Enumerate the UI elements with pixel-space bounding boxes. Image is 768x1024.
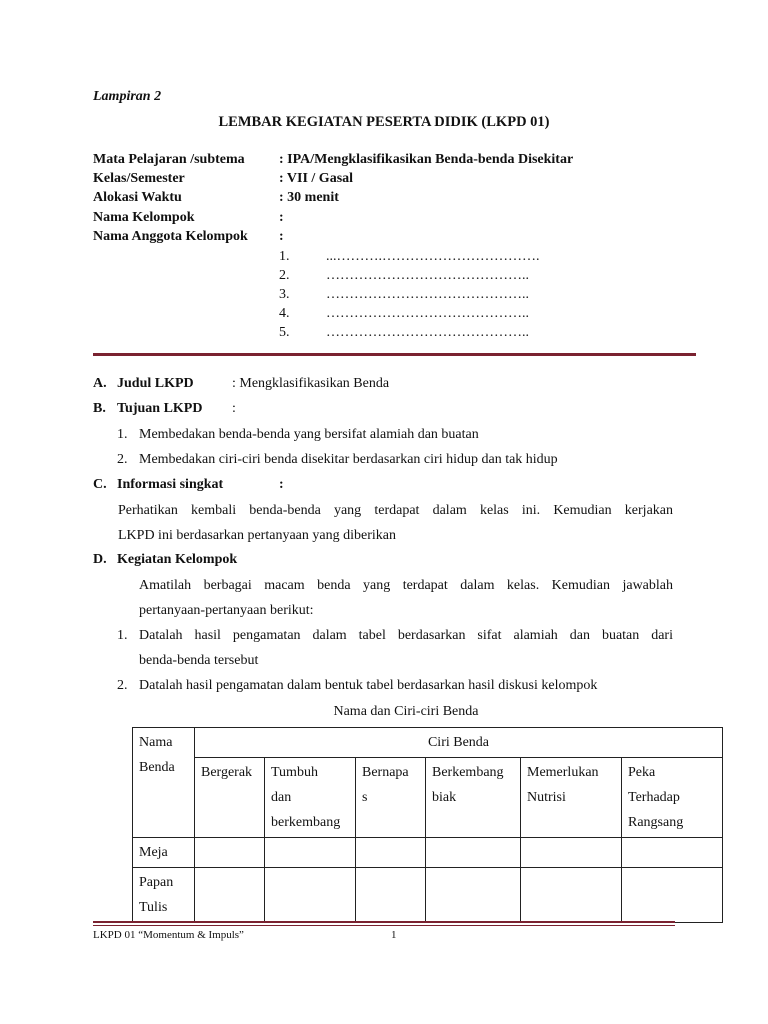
activity-intro-line: pertanyaan-pertanyaan berikut:: [139, 603, 314, 618]
appendix-label: Lampiran 2: [93, 89, 162, 104]
info-value-class: : VII / Gasal: [279, 171, 354, 186]
goal-number: 1.: [117, 427, 128, 442]
section-d-label: Kegiatan Kelompok: [117, 552, 238, 567]
section-c-label: Informasi singkat: [117, 477, 224, 492]
header-bernapas: Bernapa s: [356, 758, 426, 838]
section-b-letter: B.: [93, 401, 106, 416]
section-b-value: :: [232, 401, 236, 416]
member-number: 1.: [279, 249, 290, 264]
activity-intro: [139, 573, 673, 623]
section-a-value: : Mengklasifikasikan Benda: [232, 376, 390, 391]
traits-table: [132, 727, 723, 923]
table-row: [133, 838, 723, 868]
info-label-group: Nama Kelompok: [93, 210, 195, 225]
info-label-class: Kelas/Semester: [93, 171, 185, 186]
member-number: 5.: [279, 325, 290, 340]
info-value-group: :: [279, 210, 284, 225]
section-a-label: Judul LKPD: [117, 376, 194, 391]
activity-intro-line: Amatilah berbagai macam benda yang terdapat dalam kelas. Kemudian jawablah: [139, 578, 673, 593]
section-a-letter: A.: [93, 376, 107, 391]
header-ciri-benda: Ciri Benda: [195, 728, 723, 758]
info-label-subject: Mata Pelajaran /subtema: [93, 152, 245, 167]
header-berkembang-biak: Berkembang biak: [426, 758, 521, 838]
activity-item-line: Datalah hasil pengamatan dalam bentuk tabel berdasarkan hasil diskusi kelompok: [139, 678, 598, 693]
footer-divider: [93, 921, 675, 923]
member-blank: ……………………………………..: [326, 325, 529, 340]
footer-text: LKPD 01 “Momentum & Impuls”: [93, 929, 244, 941]
header-benda: Benda: [139, 760, 175, 775]
row-label: Papan Tulis: [133, 868, 195, 923]
info-value-subject: : IPA/Mengklasifikasikan Benda-benda Disekitar: [279, 152, 574, 167]
activity-number: 2.: [117, 678, 128, 693]
member-blank: ……………………………………..: [326, 268, 529, 283]
member-number: 3.: [279, 287, 290, 302]
member-number: 2.: [279, 268, 290, 283]
activity-item-line: Datalah hasil pengamatan dalam tabel berdasarkan sifat alamiah dan buatan dari: [139, 628, 673, 643]
section-c-letter: C.: [93, 477, 107, 492]
goal-text: Membedakan ciri-ciri benda disekitar berdasarkan ciri hidup dan tak hidup: [139, 452, 558, 467]
info-value-time: : 30 menit: [279, 190, 339, 205]
header-peka: Peka Terhadap Rangsang: [622, 758, 723, 838]
info-label-time: Alokasi Waktu: [93, 190, 182, 205]
member-blank: ……………………………………..: [326, 287, 529, 302]
member-blank: ...……….…………………………….: [326, 249, 540, 264]
row-label: Meja: [133, 838, 195, 868]
section-b-label: Tujuan LKPD: [117, 401, 203, 416]
info-label-members: Nama Anggota Kelompok: [93, 229, 248, 244]
header-nutrisi: Memerlukan Nutrisi: [521, 758, 622, 838]
member-blank: ……………………………………..: [326, 306, 529, 321]
activity-number: 1.: [117, 628, 128, 643]
activity-item: [139, 623, 673, 673]
info-value-members: :: [279, 229, 284, 244]
info-paragraph-line: LKPD ini berdasarkan pertanyaan yang diberikan: [118, 528, 396, 543]
table-caption: Nama dan Ciri-ciri Benda: [333, 704, 479, 719]
info-paragraph: [118, 498, 673, 548]
section-d-letter: D.: [93, 552, 107, 567]
activity-item-line: benda-benda tersebut: [139, 653, 259, 668]
goal-number: 2.: [117, 452, 128, 467]
footer-divider-thin: [93, 925, 675, 926]
member-number: 4.: [279, 306, 290, 321]
page-number: 1: [391, 929, 397, 941]
section-c-value: :: [279, 477, 284, 492]
header-divider: [93, 353, 696, 356]
goal-text: Membedakan benda-benda yang bersifat alamiah dan buatan: [139, 427, 479, 442]
header-tumbuh: Tumbuh dan berkembang: [265, 758, 356, 838]
header-bergerak: Bergerak: [195, 758, 265, 838]
page-title: LEMBAR KEGIATAN PESERTA DIDIK (LKPD 01): [218, 114, 550, 130]
info-paragraph-line: Perhatikan kembali benda-benda yang terdapat dalam kelas ini. Kemudian kerjakan: [118, 503, 673, 518]
table-row: [133, 868, 723, 923]
header-nama: Nama: [139, 735, 173, 750]
header-nama-benda: [133, 728, 195, 838]
